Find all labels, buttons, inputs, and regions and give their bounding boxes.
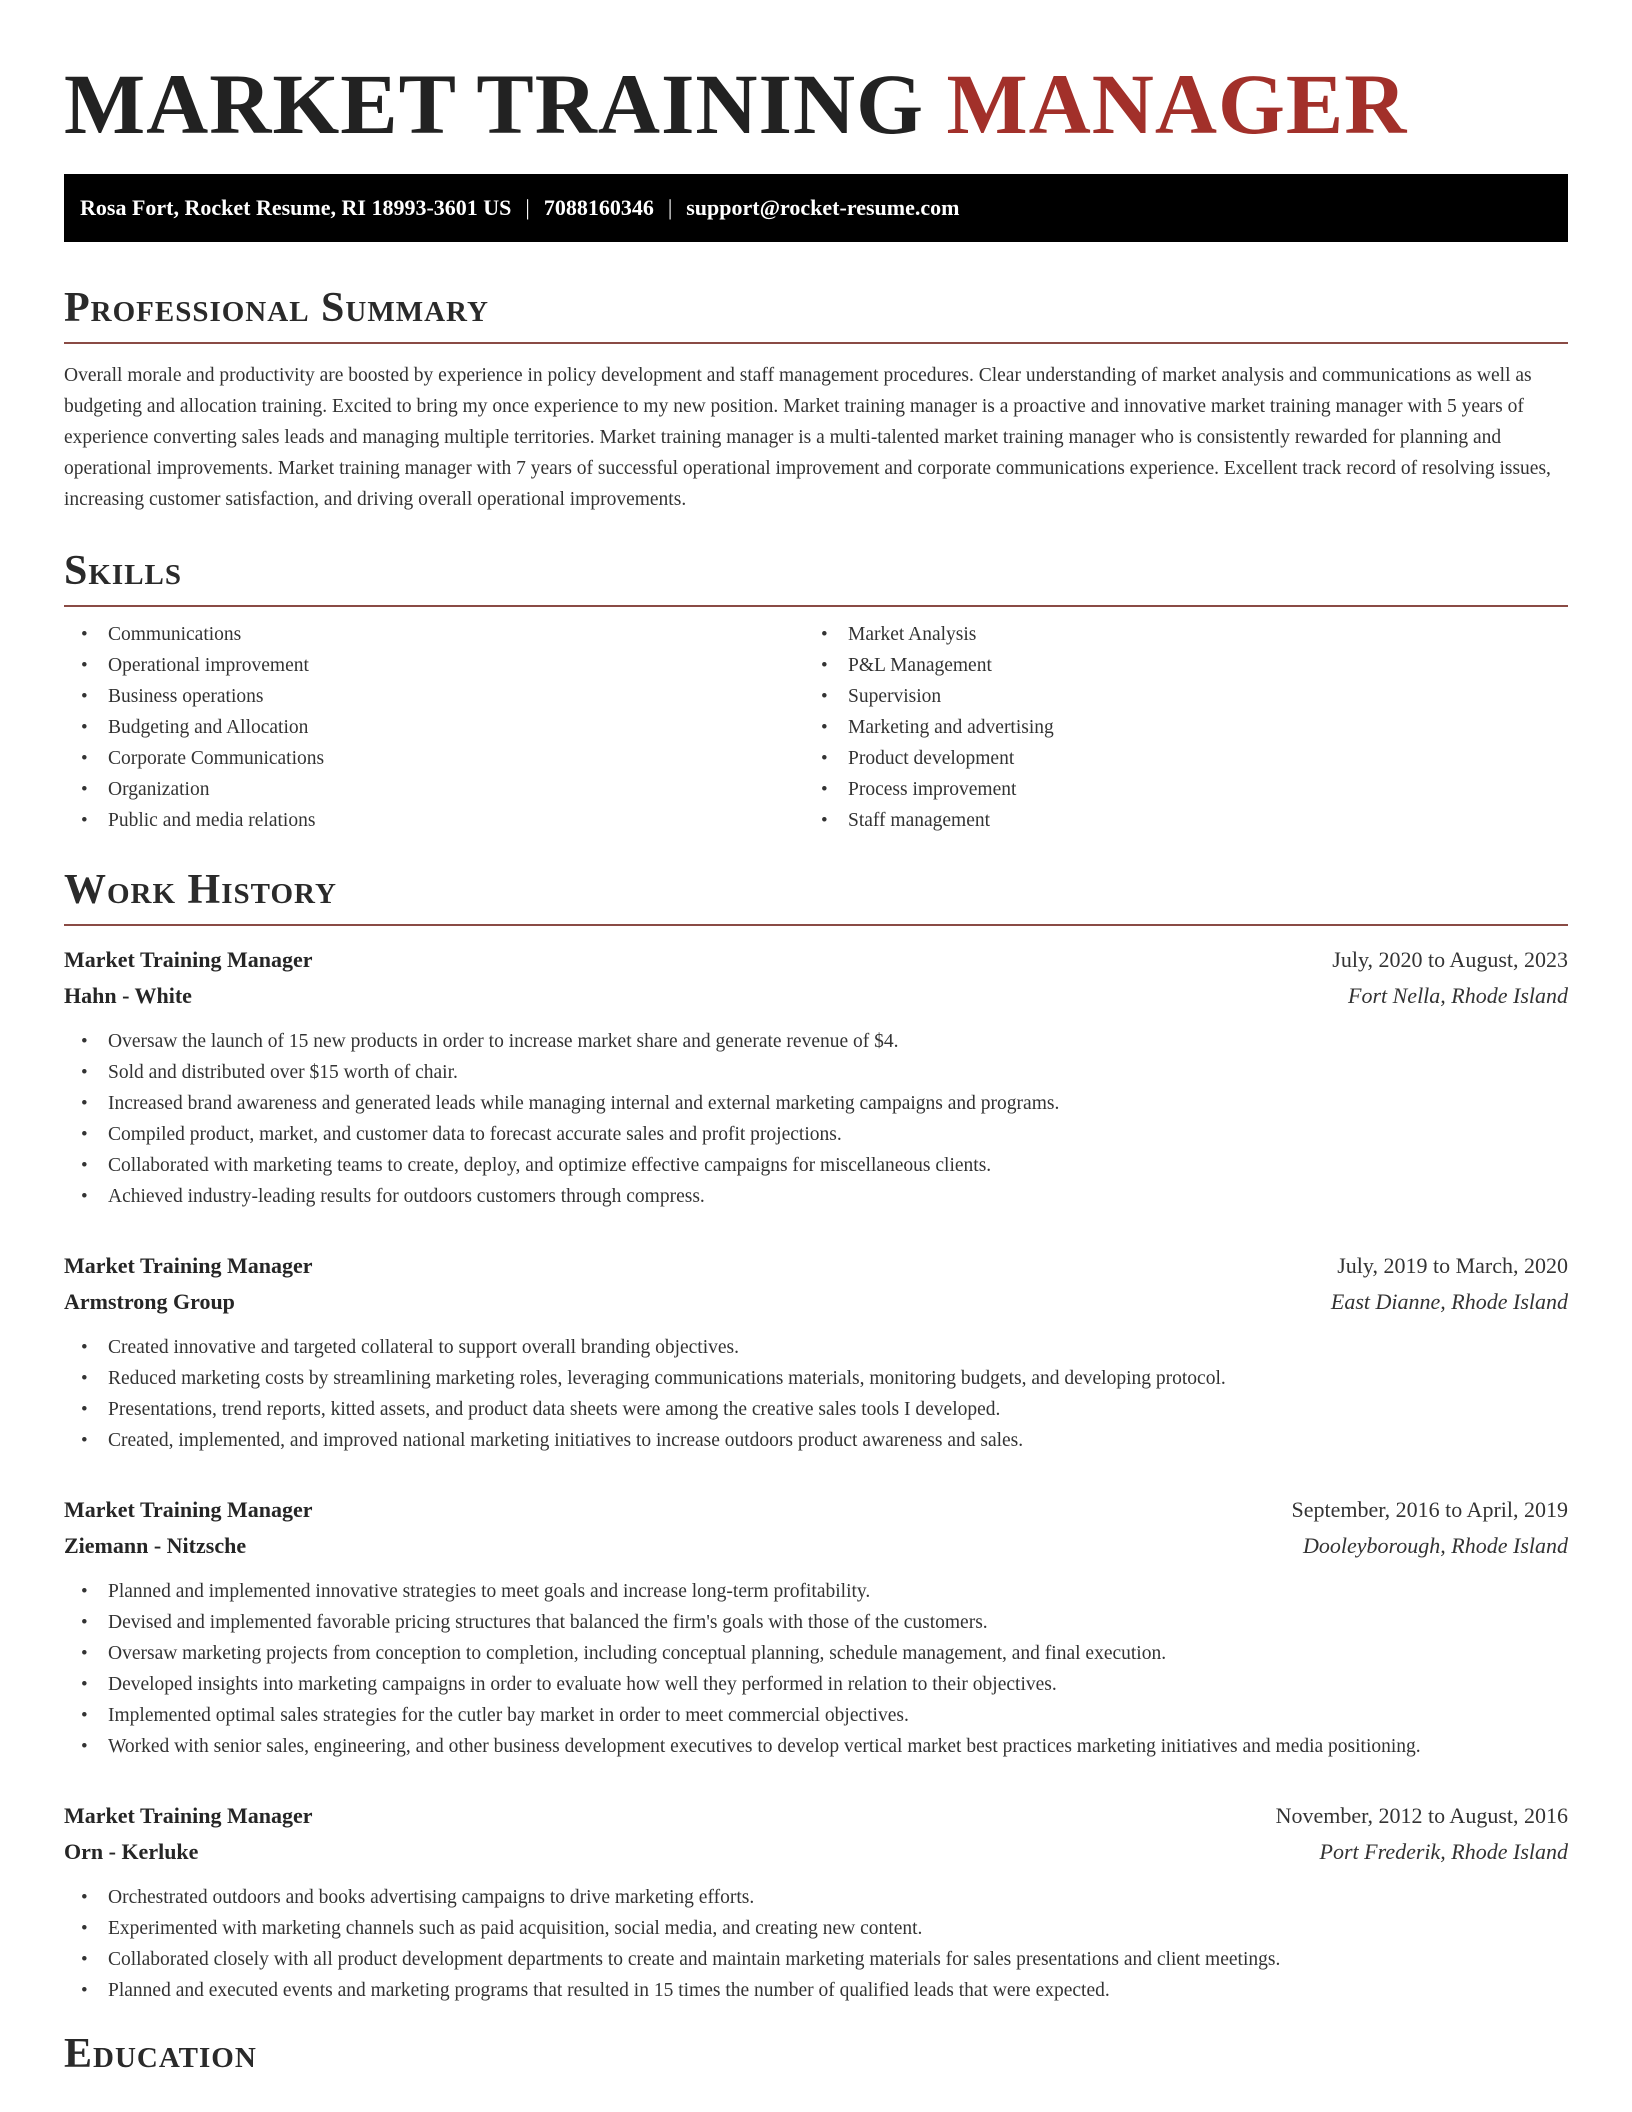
skill-label: Product development (848, 748, 1015, 769)
job-bullet (64, 1057, 1568, 1088)
job-bullet-text: Created, implemented, and improved national marketing initiatives to increase outdoors product awareness and sales. (108, 1430, 1024, 1451)
bullet-icon: • (81, 1062, 88, 1083)
job-entry (64, 1798, 1568, 2006)
job-bullets (64, 1576, 1568, 1762)
job-title: Market Training Manager (64, 1803, 313, 1828)
job-header-row (64, 942, 1568, 978)
bullet-icon: • (81, 1581, 88, 1602)
contact-address: Rosa Fort, Rocket Resume, RI 18993-3601 US (80, 195, 512, 220)
bullet-icon: • (821, 717, 828, 738)
job-bullet-text: Sold and distributed over $15 worth of chair. (108, 1062, 458, 1083)
skill-label: Budgeting and Allocation (108, 717, 309, 738)
bullet-icon: • (81, 1705, 88, 1726)
job-dates: July, 2019 to March, 2020 (1337, 1253, 1568, 1278)
job-location: Port Frederik, Rhode Island (1319, 1839, 1568, 1864)
job-title: Market Training Manager (64, 947, 313, 972)
contact-phone: 7088160346 (543, 195, 654, 220)
skill-item (64, 805, 804, 836)
job-bullet-text: Collaborated with marketing teams to create, deploy, and optimize effective campaigns for miscellaneous clients. (108, 1155, 992, 1176)
skill-item (64, 619, 804, 650)
bullet-icon: • (81, 1949, 88, 1970)
job-company-row (64, 978, 1568, 1014)
bullet-icon: • (81, 1337, 88, 1358)
bullet-icon: • (81, 1155, 88, 1176)
section-divider (64, 924, 1568, 926)
skill-label: Organization (108, 779, 210, 800)
job-company: Ziemann - Nitzsche (64, 1533, 247, 1558)
job-bullet (64, 1363, 1568, 1394)
job-entry (64, 1492, 1568, 1762)
skills-column-right (804, 619, 1544, 836)
skill-item (804, 681, 1544, 712)
summary-heading: Professional Summary (64, 285, 489, 331)
job-bullet (64, 1607, 1568, 1638)
job-company-row (64, 1284, 1568, 1320)
contact-separator: | (525, 195, 530, 220)
job-bullet-text: Compiled product, market, and customer data to forecast accurate sales and profit projections. (108, 1124, 842, 1145)
skill-item (64, 681, 804, 712)
job-bullet (64, 1119, 1568, 1150)
job-bullet-text: Collaborated closely with all product development departments to create and maintain marketing materials for sales presentations and client meetings. (108, 1949, 1281, 1970)
skills-grid (64, 619, 1568, 836)
skill-label: Communications (108, 624, 242, 645)
job-dates: September, 2016 to April, 2019 (1291, 1497, 1568, 1522)
skill-item (804, 774, 1544, 805)
job-bullet (64, 1638, 1568, 1669)
job-bullet (64, 1576, 1568, 1607)
skill-label: P&L Management (848, 655, 992, 676)
bullet-icon: • (81, 1674, 88, 1695)
job-location: East Dianne, Rhode Island (1330, 1289, 1568, 1314)
job-bullet-text: Experimented with marketing channels such as paid acquisition, social media, and creating new content. (108, 1918, 923, 1939)
bullet-icon: • (81, 1399, 88, 1420)
bullet-icon: • (81, 717, 88, 738)
bullet-icon: • (81, 1430, 88, 1451)
bullet-icon: • (821, 686, 828, 707)
job-bullet-text: Worked with senior sales, engineering, and other business development executives to develop vertical market best practices marketing initiatives and media positioning. (108, 1736, 1421, 1757)
job-bullet (64, 1882, 1568, 1913)
job-bullet-text: Increased brand awareness and generated leads while managing internal and external marketing campaigns and programs. (108, 1093, 1060, 1114)
job-company-row (64, 1834, 1568, 1870)
job-bullet (64, 1181, 1568, 1212)
summary-section (64, 284, 1568, 515)
skill-item (804, 805, 1544, 836)
skill-item (804, 619, 1544, 650)
job-dates: November, 2012 to August, 2016 (1275, 1803, 1568, 1828)
skill-item (804, 743, 1544, 774)
bullet-icon: • (81, 1887, 88, 1908)
job-bullet-text: Created innovative and targeted collateral to support overall branding objectives. (108, 1337, 740, 1358)
contact-separator: | (667, 195, 673, 220)
resume-name (64, 58, 1568, 150)
bullet-icon: • (81, 1980, 88, 2001)
bullet-icon: • (81, 1093, 88, 1114)
job-bullet-text: Oversaw the launch of 15 new products in order to increase market share and generate revenue of $4. (108, 1031, 899, 1052)
job-bullet-text: Reduced marketing costs by streamlining marketing roles, leveraging communications materials, monitoring budgets, and developing protocol. (108, 1368, 1226, 1389)
bullet-icon: • (821, 624, 828, 645)
job-bullet-text: Developed insights into marketing campaigns in order to evaluate how well they performed in relation to their objectives. (108, 1674, 1057, 1695)
bullet-icon: • (821, 655, 828, 676)
job-bullet (64, 1975, 1568, 2006)
bullet-icon: • (81, 748, 88, 769)
bullet-icon: • (81, 1612, 88, 1633)
job-bullets (64, 1332, 1568, 1456)
bullet-icon: • (821, 748, 828, 769)
job-location: Fort Nella, Rhode Island (1348, 983, 1568, 1008)
bullet-icon: • (81, 1643, 88, 1664)
bullet-icon: • (81, 779, 88, 800)
job-bullets (64, 1026, 1568, 1212)
job-company-row (64, 1528, 1568, 1564)
job-bullet (64, 1394, 1568, 1425)
bullet-icon: • (81, 1186, 88, 1207)
job-title: Market Training Manager (64, 1253, 313, 1278)
education-heading: Education (64, 2031, 257, 2077)
job-bullet (64, 1150, 1568, 1181)
skills-section (64, 547, 1568, 836)
job-bullet (64, 1731, 1568, 1762)
job-bullet-text: Achieved industry-leading results for outdoors customers through compress. (108, 1186, 705, 1207)
summary-text: Overall morale and productivity are boosted by experience in policy development and staff management procedures. Clear understanding of market analysis and communications as well as budgeting and allocation training. Excited to bring my once experience to my new position. Market training manager is a proactive and innovative market training manager with 5 years of experience converting sales leads and managing multiple territories. Market training manager is a multi-talented market training manager who is consistently rewarded for planning and operational improvements. Market training manager with 7 years of successful operational improvement and corporate communications experience. Excellent track record of resolving issues, increasing customer satisfaction, and driving overall operational improvements. (64, 365, 1551, 510)
job-bullet-text: Planned and executed events and marketing programs that resulted in 15 times the number of qualified leads that were expected. (108, 1980, 1110, 2001)
job-location: Dooleyborough, Rhode Island (1303, 1533, 1568, 1558)
contact-email: support@rocket-resume.com (686, 195, 960, 220)
work-history-heading: Work History (64, 867, 337, 913)
skill-label: Staff management (848, 810, 991, 831)
job-bullet (64, 1088, 1568, 1119)
job-bullet (64, 1913, 1568, 1944)
skill-label: Business operations (108, 686, 264, 707)
job-header-row (64, 1798, 1568, 1834)
bullet-icon: • (821, 810, 828, 831)
education-section (64, 2030, 1568, 2078)
bullet-icon: • (81, 1736, 88, 1757)
job-bullet-text: Oversaw marketing projects from conception to completion, including conceptual planning, schedule management, and final execution. (108, 1643, 1167, 1664)
job-header-row (64, 1248, 1568, 1284)
skill-item (804, 650, 1544, 681)
contact-bar (64, 174, 1568, 242)
job-bullet-text: Devised and implemented favorable pricing structures that balanced the firm's goals with those of the customers. (108, 1612, 988, 1633)
job-bullet (64, 1332, 1568, 1363)
skills-column-left (64, 619, 804, 836)
job-bullet-text: Presentations, trend reports, kitted assets, and product data sheets were among the creative sales tools I developed. (108, 1399, 1001, 1420)
skill-item (64, 650, 804, 681)
bullet-icon: • (81, 1918, 88, 1939)
job-bullet-text: Orchestrated outdoors and books advertising campaigns to drive marketing efforts. (108, 1887, 755, 1908)
bullet-icon: • (81, 624, 88, 645)
skill-item (64, 712, 804, 743)
bullet-icon: • (81, 1368, 88, 1389)
skill-item (64, 774, 804, 805)
job-bullet (64, 1944, 1568, 1975)
skills-heading: Skills (64, 548, 183, 594)
bullet-icon: • (81, 1124, 88, 1145)
job-bullet (64, 1425, 1568, 1456)
bullet-icon: • (81, 1031, 88, 1052)
skill-label: Marketing and advertising (848, 717, 1054, 738)
job-company: Hahn - White (64, 983, 192, 1008)
work-history-section (64, 866, 1568, 2006)
skill-label: Market Analysis (848, 624, 977, 645)
job-bullet (64, 1700, 1568, 1731)
job-title: Market Training Manager (64, 1497, 313, 1522)
skill-label: Public and media relations (108, 810, 316, 831)
job-header-row (64, 1492, 1568, 1528)
job-bullets (64, 1882, 1568, 2006)
skill-label: Corporate Communications (108, 748, 325, 769)
bullet-icon: • (81, 810, 88, 831)
job-entry (64, 1248, 1568, 1456)
bullet-icon: • (81, 655, 88, 676)
job-bullet (64, 1026, 1568, 1057)
job-dates: July, 2020 to August, 2023 (1332, 947, 1568, 972)
job-bullet (64, 1669, 1568, 1700)
skill-label: Process improvement (848, 779, 1017, 800)
section-divider (64, 605, 1568, 607)
job-company: Armstrong Group (64, 1289, 235, 1314)
skill-item (64, 743, 804, 774)
job-company: Orn - Kerluke (64, 1839, 199, 1864)
job-bullet-text: Implemented optimal sales strategies for the cutler bay market in order to meet commercial objectives. (108, 1705, 909, 1726)
skill-label: Operational improvement (108, 655, 309, 676)
name-last: MANAGER (946, 56, 1408, 152)
job-bullet-text: Planned and implemented innovative strategies to meet goals and increase long-term profitability. (108, 1581, 871, 1602)
section-divider (64, 342, 1568, 344)
job-entry (64, 942, 1568, 1212)
bullet-icon: • (821, 779, 828, 800)
name-first: MARKET TRAINING (64, 56, 925, 152)
skill-label: Supervision (848, 686, 942, 707)
skill-item (804, 712, 1544, 743)
bullet-icon: • (81, 686, 88, 707)
